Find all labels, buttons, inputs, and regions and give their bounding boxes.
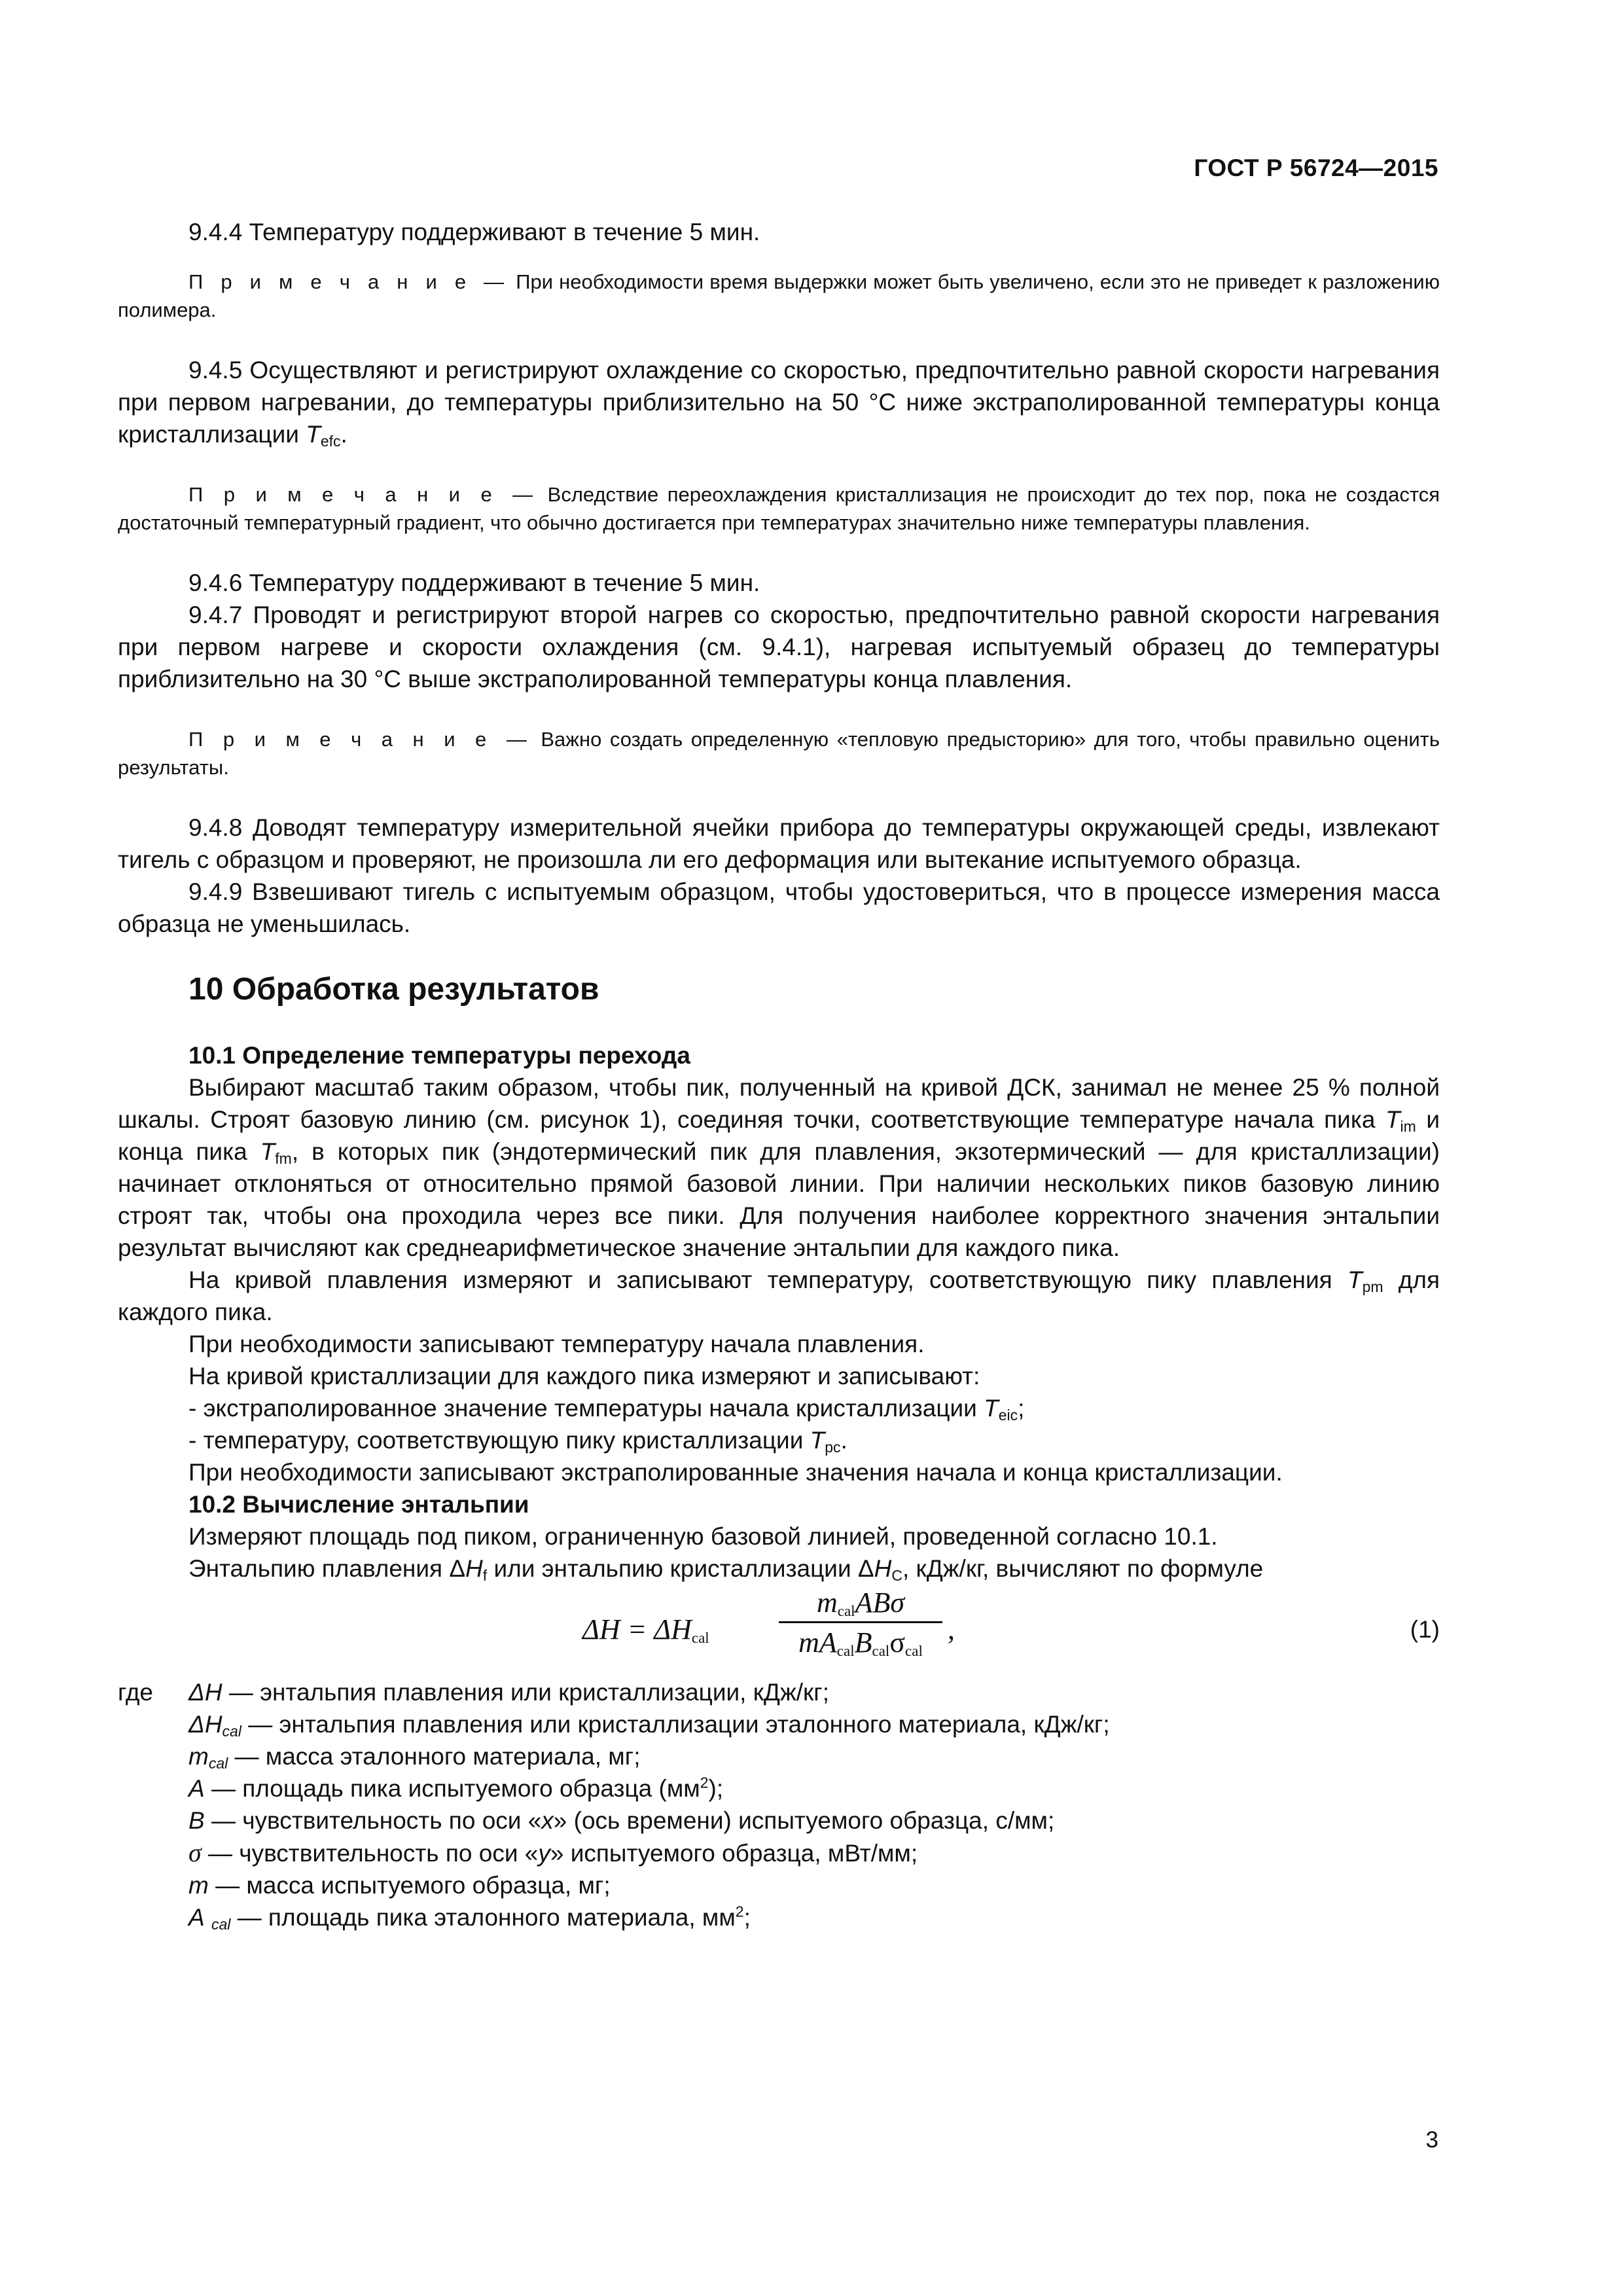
clause-10-1-para-3: При необходимости записывают температуру начала плавления. xyxy=(188,1331,925,1357)
definition-a-cal: A $_{cal}$ — площадь пика эталонного материала, $мм^2$; xyxy=(188,1903,751,1933)
clause-10-2-para-1: Измеряют площадь под пиком, ограниченную базовой линией, проведенной согласно 10.1. xyxy=(188,1523,1218,1550)
subsection-10-1-heading: 10.1 Определение температуры перехода xyxy=(188,1042,690,1069)
clause-9-4-8: 9.4.8 Доводят температуру измерительной ячейки прибора до температуры окружающей среды, извлекают тигель с образцом и проверяют, не произошла ли его деформация или вытекание испытуемого образца. xyxy=(118,814,1440,873)
note-3: П р и м е ч а н и е — Важно создать определенную «тепловую предысторию» для того, чтобы правильно оценить результаты. xyxy=(118,728,1440,779)
definition-m-cal: $m_{cal}$ — масса эталонного материала, мг; xyxy=(188,1743,641,1772)
list-item-eic: - экстраполированное значение температуры начала кристаллизации $T_{eic}$; xyxy=(188,1395,1025,1424)
clause-10-1-para-2: На кривой плавления измеряют и записывают температуру, соответствующую пику плавления $T_{pm}$ для каждого пика. xyxy=(118,1266,1440,1325)
document-header: ГОСТ Р 56724—2015 xyxy=(1194,154,1438,181)
definition-m: m — масса испытуемого образца, мг; xyxy=(188,1872,611,1899)
formula-numerator: $m_{cal}AB\sigma$ xyxy=(816,1587,905,1619)
note-1: П р и м е ч а н и е — При необходимости время выдержки может быть увеличено, если это не приведет к разложению полимера. xyxy=(118,270,1440,321)
formula-denominator: $mA_{cal}B_{cal}\sigma_{cal}$ xyxy=(798,1626,923,1659)
formula-number: (1) xyxy=(1410,1616,1440,1643)
formula-fraction xyxy=(779,1585,942,1662)
section-10-heading: 10 Обработка результатов xyxy=(188,972,599,1007)
definition-delta-h: ΔH — энтальпия плавления или кристаллизации, кДж/кг; xyxy=(188,1679,829,1706)
note-2: П р и м е ч а н и е — Вследствие переохлаждения кристаллизация не происходит до тех пор, пока не создастся достаточный температурный градиент, что обычно достигается при температурах значительно ниже температуры плавления. xyxy=(118,483,1440,534)
definition-a: A — площадь пика испытуемого образца $(мм^2)$; xyxy=(188,1774,724,1802)
clause-10-2-para-2: Энтальпию плавления $\Delta H_f$ или энтальпию кристаллизации $\Delta H_C$, кДж/кг, вычисляют по формуле xyxy=(188,1555,1264,1584)
clause-10-1-para-5: При необходимости записывают экстраполированные значения начала и конца кристаллизации. xyxy=(188,1459,1283,1486)
clause-9-4-4: 9.4.4 Температуру поддерживают в течение 5 мин. xyxy=(188,219,760,245)
clause-10-1-para-4: На кривой кристаллизации для каждого пика измеряют и записывают: xyxy=(188,1363,980,1390)
list-item-pc: - температуру, соответствующую пику кристаллизации $T_{pc}$. xyxy=(188,1427,847,1456)
definition-sigma: σ — чувствительность по оси «у» испытуемого образца, мВт/мм; xyxy=(188,1838,918,1867)
formula-lhs: $\Delta H = \Delta H_{cal}$ xyxy=(582,1613,709,1646)
subsection-10-2-heading: 10.2 Вычисление энтальпии xyxy=(188,1491,529,1518)
page-number: 3 xyxy=(1425,2127,1438,2153)
clause-9-4-9: 9.4.9 Взвешивают тигель с испытуемым образцом, чтобы удостовериться, что в процессе измерения масса образца не уменьшилась. xyxy=(118,878,1440,937)
clause-9-4-7: 9.4.7 Проводят и регистрируют второй нагрев со скоростью, предпочтительно равной скорости нагревания при первом нагреве и скорости охлаждения (см. 9.4.1), нагревая испытуемый образец до температуры приблизительно на 30 °С выше экстраполированной температуры конца плавления. xyxy=(118,601,1440,692)
variable-definitions xyxy=(118,1676,1440,1933)
clause-10-1-para-1: Выбирают масштаб таким образом, чтобы пик, полученный на кривой ДСК, занимал не менее 25 % полной шкалы. Строят базовую линию (см. рисунок 1), соединяя точки, соответствующие температуре начала пика $T_{im}$ и конца пика $T_{fm}$, в которых пик (эндотермический пик для плавления, экзотермический — для кристаллизации) начинает отклоняться от относительно прямой базовой линии. При наличии нескольких пиков базовую линию строят так, чтобы она проходила через все пики. Для получения наиболее корректного значения энтальпии результат вычисляют как среднеарифметическое значение энтальпии для каждого пика. xyxy=(118,1074,1440,1261)
formula-1: $\Delta H = \Delta H_{cal}$ $m_{cal}AB\sigma$ $mA_{cal}B_{cal}\sigma_{cal}$ , (1) xyxy=(118,1585,1440,1676)
document-body xyxy=(118,216,1440,1933)
clause-9-4-5: 9.4.5 Осуществляют и регистрируют охлаждение со скоростью, предпочтительно равной скорости нагревания при первом нагревании, до температуры приблизительно на 50 °С ниже экстраполированной температуры конца кристаллизации $T_{efc}$. xyxy=(118,357,1440,450)
where-label: где xyxy=(118,1679,154,1706)
definition-delta-h-cal: $\Delta H_{cal}$ — энтальпия плавления или кристаллизации эталонного материала, кДж/кг; xyxy=(188,1711,1110,1740)
definition-b: B — чувствительность по оси «x» (ось времени) испытуемого образца, с/мм; xyxy=(188,1807,1055,1834)
clause-9-4-6: 9.4.6 Температуру поддерживают в течение 5 мин. xyxy=(188,569,760,596)
